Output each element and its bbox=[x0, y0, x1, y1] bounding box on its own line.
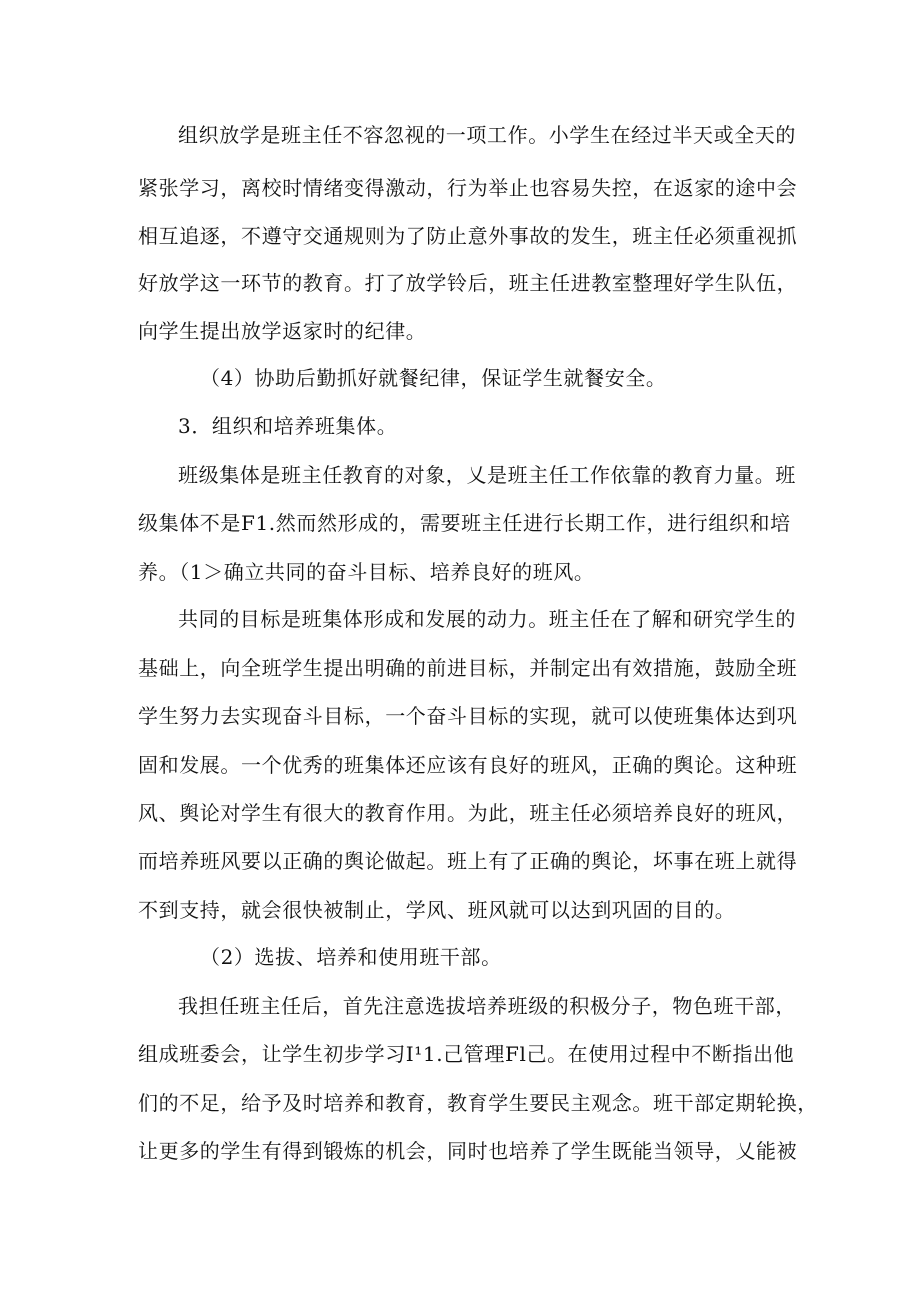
paragraph-line: 紧张学习，离校时情绪变得激动，行为举止也容易失控，在返家的途中会 bbox=[138, 176, 798, 200]
paragraph-line: 班级集体是班主任教育的对象，乂是班主任工作依靠的教育力量。班 bbox=[178, 463, 796, 487]
paragraph-line: 共同的目标是班集体形成和发展的动力。班主任在了解和研究学生的 bbox=[178, 607, 796, 631]
section-heading: 3．组织和培养班集体。 bbox=[178, 414, 398, 438]
paragraph-line: 级集体不是F1.然而然形成的，需要班主任进行长期工作，进行组织和培 bbox=[138, 511, 791, 535]
paragraph-line: 而培养班风要以正确的舆论做起。班上有了正确的舆论，坏事在班上就得 bbox=[138, 849, 798, 873]
list-item-line: （4）协助后勤抓好就餐纪律，保证学生就餐安全。 bbox=[200, 366, 667, 390]
paragraph-line: 固和发展。一个优秀的班集体还应该有良好的班风，正确的舆论。这种班 bbox=[138, 753, 798, 777]
paragraph-line: 组织放学是班主任不容忽视的一项工作。小学生在经过半天或全天的 bbox=[178, 123, 796, 147]
paragraph-line: 不到支持，就会很快被制止，学风、班风就可以达到巩固的目的。 bbox=[138, 898, 736, 922]
paragraph-line: 风、舆论对学生有很大的教育作用。为此，班主任必须培养良好的班风， bbox=[138, 801, 798, 825]
paragraph-line: 好放学这一环节的教育。打了放学铃后，班主任进教室整理好学生队伍， bbox=[138, 271, 798, 295]
paragraph-line: 我担任班主任后，首先注意选拔培养班级的积极分子，物色班干部， bbox=[178, 994, 796, 1018]
paragraph-line: 们的不足，给予及时培养和教育，教育学生要民主观念。班干部定期轮换， bbox=[138, 1091, 818, 1115]
paragraph-line: 基础上，向全班学生提出明确的前进目标，并制定出有效措施，鼓励全班 bbox=[138, 656, 798, 680]
paragraph-line: 相互追逐，不遵守交通规则为了防止意外事故的发生，班主任必须重视抓 bbox=[138, 224, 798, 248]
paragraph-line: 组成班委会，让学生初步学习I¹1.己管理Fl己。在使用过程中不断指出他 bbox=[138, 1042, 795, 1066]
paragraph-line: 学生努力去实现奋斗目标，一个奋斗目标的实现，就可以使班集体达到巩 bbox=[138, 704, 798, 728]
paragraph-line: 让更多的学生有得到锻炼的机会，同时也培养了学生既能当领导，乂能被 bbox=[138, 1139, 798, 1163]
paragraph-line: 养。（1＞确立共同的奋斗目标、培养良好的班风。 bbox=[138, 560, 595, 584]
paragraph-line: 向学生提出放学返家时的纪律。 bbox=[138, 319, 427, 343]
list-item-line: （2）选拔、培养和使用班干部。 bbox=[200, 945, 502, 969]
